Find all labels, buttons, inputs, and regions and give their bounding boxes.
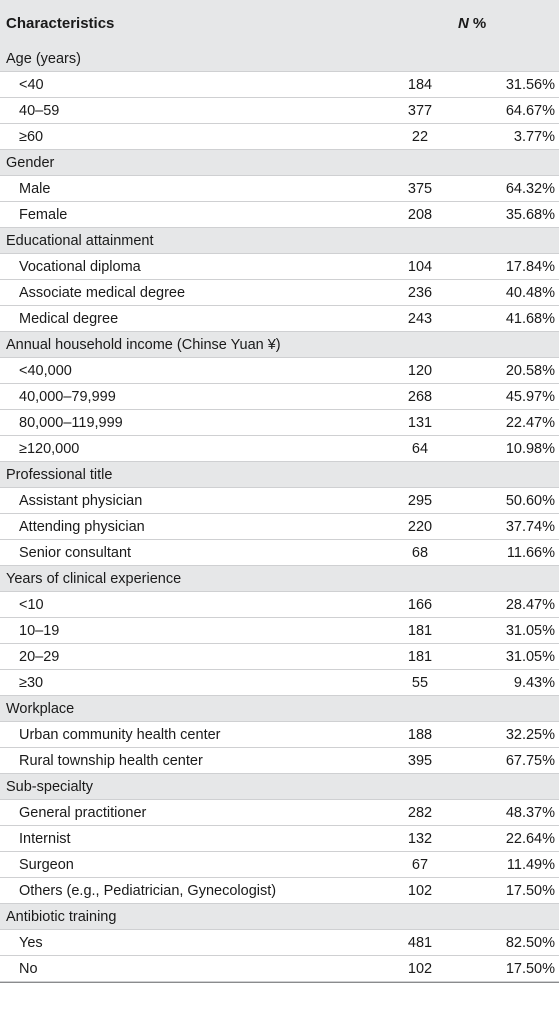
row-percent: 40.48% (505, 284, 555, 301)
row-count: 282 (407, 804, 433, 821)
row-label: Female (19, 206, 68, 223)
row-percent: 17.50% (505, 960, 555, 977)
table-row (0, 488, 559, 514)
section-label: Educational attainment (6, 232, 154, 249)
row-percent: 10.98% (505, 440, 555, 457)
row-label: Internist (19, 830, 71, 847)
row-label: ≥60 (19, 128, 44, 145)
row-percent: 64.67% (505, 102, 555, 119)
row-count: 295 (407, 492, 433, 509)
section-row (0, 904, 559, 930)
row-count: 67 (411, 856, 429, 873)
table-row (0, 592, 559, 618)
row-count: 395 (407, 752, 433, 769)
table-row (0, 748, 559, 774)
header-n: N (458, 14, 469, 32)
row-label: Attending physician (19, 518, 145, 535)
row-count: 181 (407, 622, 433, 639)
row-label: 10–19 (19, 622, 60, 639)
table-row (0, 98, 559, 124)
row-label: Yes (19, 934, 43, 951)
table-row (0, 644, 559, 670)
table-row (0, 280, 559, 306)
row-label: <10 (19, 596, 44, 613)
row-count: 102 (407, 882, 433, 899)
table-row (0, 384, 559, 410)
section-row (0, 46, 559, 72)
row-percent: 3.77% (513, 128, 555, 145)
row-label: 40–59 (19, 102, 60, 119)
row-count: 377 (407, 102, 433, 119)
row-percent: 20.58% (505, 362, 555, 379)
section-row (0, 462, 559, 488)
section-label: Professional title (6, 466, 113, 483)
table-bottom-rule (0, 982, 559, 983)
row-count: 132 (407, 830, 433, 847)
row-count: 102 (407, 960, 433, 977)
table-row (0, 800, 559, 826)
row-label: Male (19, 180, 51, 197)
section-label: Years of clinical experience (6, 570, 182, 587)
row-label: 20–29 (19, 648, 60, 665)
table-row (0, 722, 559, 748)
row-label: Others (e.g., Pediatrician, Gynecologist) (19, 882, 277, 899)
row-percent: 22.47% (505, 414, 555, 431)
table-row (0, 410, 559, 436)
table-row (0, 124, 559, 150)
table-row (0, 72, 559, 98)
header-characteristics: Characteristics (6, 14, 115, 32)
row-percent: 41.68% (505, 310, 555, 327)
table-row (0, 670, 559, 696)
row-label: 80,000–119,999 (19, 414, 123, 431)
row-label: <40,000 (19, 362, 72, 379)
row-count: 120 (407, 362, 433, 379)
row-label: No (19, 960, 38, 977)
section-label: Sub-specialty (6, 778, 94, 795)
table-row (0, 202, 559, 228)
row-label: Vocational diploma (19, 258, 141, 275)
row-percent: 35.68% (505, 206, 555, 223)
row-percent: 11.49% (506, 856, 555, 873)
row-label: Surgeon (19, 856, 74, 873)
row-percent: 31.05% (505, 622, 555, 639)
row-count: 55 (411, 674, 429, 691)
row-percent: 32.25% (505, 726, 555, 743)
row-count: 188 (407, 726, 433, 743)
row-label: Senior consultant (19, 544, 132, 561)
row-count: 166 (407, 596, 433, 613)
table-row (0, 826, 559, 852)
row-percent: 17.84% (505, 258, 555, 275)
row-percent: 22.64% (505, 830, 555, 847)
table-row (0, 956, 559, 982)
table-row (0, 358, 559, 384)
section-row (0, 150, 559, 176)
table-row (0, 930, 559, 956)
row-count: 243 (407, 310, 433, 327)
table-row (0, 254, 559, 280)
section-label: Workplace (6, 700, 75, 717)
row-count: 375 (407, 180, 433, 197)
row-label: <40 (19, 76, 44, 93)
row-label: 40,000–79,999 (19, 388, 116, 405)
row-percent: 31.05% (505, 648, 555, 665)
row-count: 104 (407, 258, 433, 275)
row-count: 481 (407, 934, 433, 951)
section-label: Antibiotic training (6, 908, 117, 925)
table-row (0, 514, 559, 540)
row-count: 208 (407, 206, 433, 223)
row-label: General practitioner (19, 804, 147, 821)
row-label: Medical degree (19, 310, 119, 327)
header-percent: % (472, 14, 487, 32)
row-label: Assistant physician (19, 492, 143, 509)
section-row (0, 332, 559, 358)
section-label: Annual household income (Chinse Yuan ¥) (6, 336, 281, 353)
row-count: 22 (411, 128, 429, 145)
row-count: 181 (407, 648, 433, 665)
section-row (0, 774, 559, 800)
row-percent: 17.50% (505, 882, 555, 899)
row-percent: 67.75% (505, 752, 555, 769)
row-count: 268 (407, 388, 433, 405)
table-header (0, 0, 559, 46)
table-body (0, 46, 559, 982)
row-percent: 11.66% (506, 544, 555, 561)
section-row (0, 696, 559, 722)
table-row (0, 176, 559, 202)
row-percent: 37.74% (505, 518, 555, 535)
table-row (0, 306, 559, 332)
section-row (0, 228, 559, 254)
row-percent: 64.32% (505, 180, 555, 197)
row-label: Urban community health center (19, 726, 221, 743)
table-row (0, 618, 559, 644)
row-count: 236 (407, 284, 433, 301)
row-count: 68 (411, 544, 429, 561)
section-label: Gender (6, 154, 55, 171)
row-percent: 28.47% (505, 596, 555, 613)
table-row (0, 540, 559, 566)
row-label: ≥30 (19, 674, 44, 691)
row-count: 131 (407, 414, 433, 431)
row-percent: 82.50% (505, 934, 555, 951)
table-row (0, 878, 559, 904)
row-count: 64 (411, 440, 429, 457)
table-row (0, 852, 559, 878)
row-percent: 50.60% (505, 492, 555, 509)
row-label: ≥120,000 (19, 440, 80, 457)
row-percent: 48.37% (505, 804, 555, 821)
row-percent: 31.56% (505, 76, 555, 93)
section-row (0, 566, 559, 592)
row-label: Associate medical degree (19, 284, 186, 301)
row-percent: 9.43% (513, 674, 555, 691)
row-label: Rural township health center (19, 752, 203, 769)
row-count: 184 (407, 76, 433, 93)
row-percent: 45.97% (505, 388, 555, 405)
header-n-percent (366, 15, 559, 32)
table-row (0, 436, 559, 462)
row-count: 220 (407, 518, 433, 535)
section-label: Age (years) (6, 50, 81, 67)
